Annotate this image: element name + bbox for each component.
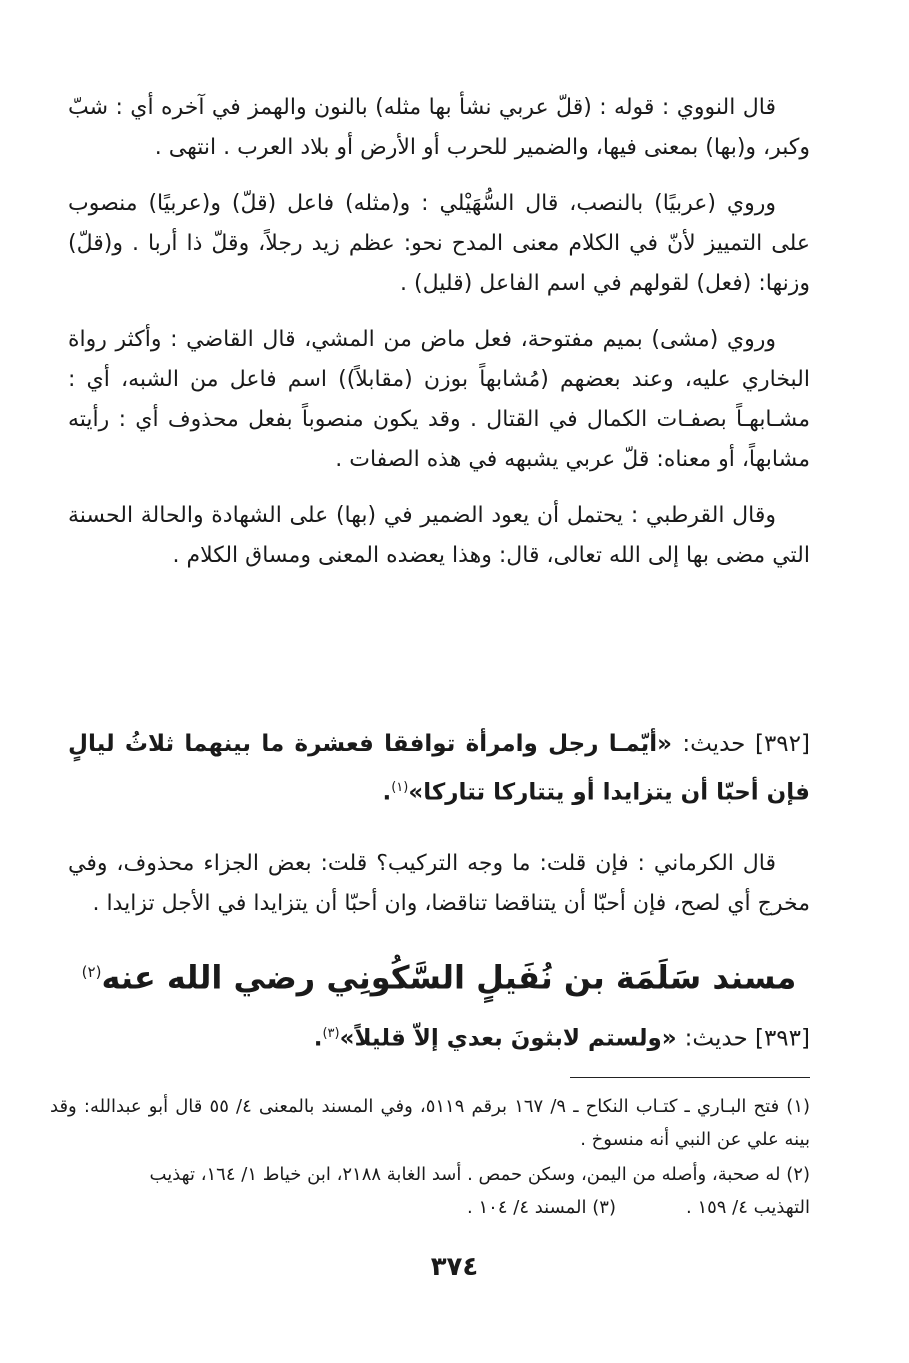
hadith-393-end: .: [313, 1025, 323, 1052]
hadith-392: [68, 722, 810, 815]
musnad-heading: [68, 947, 810, 1003]
footnote-1: (١) فتح البـاري ـ كتـاب النكاح ـ ٩/ ١٦٧ برقم ٥١١٩، وفي المسند بالمعنى ٤/ ٥٥ قال أبو عبدالله: وقد بينه علي عن النبي أنه منسوخ .: [50, 1096, 811, 1150]
footnote-divider: [570, 1077, 810, 1078]
footnote-2: (٢) له صحبة، وأصله من اليمن، وسكن حمص . أسد الغابة ٢١٨٨، ابن خياط ١/ ١٦٤، تهذيب: [149, 1164, 810, 1185]
footnote-3: (٣) المسند ٤/ ١٠٤ .: [467, 1197, 616, 1218]
kirmani-paragraph: قال الكرماني : فإن قلت: ما وجه التركيب؟ قلت: بعض الجزاء محذوف، وفي مخرج أي لصح، فإن أحبّا أن يتناقضا تناقضا، وان أحبّا أن يتزايدا في الأجل تزايدا .: [68, 851, 810, 916]
footnote-2-end: التهذيب ٤/ ١٥٩ .: [685, 1197, 810, 1218]
hadith-392-end: .: [382, 779, 392, 806]
kirmani-block: [68, 844, 810, 924]
page-number: ٣٧٤: [430, 1252, 479, 1282]
nawawi-paragraph: قال النووي : قوله : (قلّ عربي نشأ بها مثله) بالنون والهمز في آخره أي : شبّ وكبر، و(بها) بمعنى فيها، والضمير للحرب أو الأرض أو بلاد العرب . انتهى .: [68, 95, 810, 160]
hadith-393: [68, 1012, 810, 1061]
footnote-row: [50, 1191, 810, 1224]
hadith-392-footnote-ref: (١): [391, 780, 409, 795]
hadith-393-label: [٣٩٣] حديث:: [684, 1025, 810, 1052]
hadith-392-label: [٣٩٢] حديث:: [682, 731, 810, 757]
hadith-392-block: [68, 722, 810, 815]
suhayli-paragraph: وروي (عربيًا) بالنصب، قال السُّهَيْلي : و(مثله) فاعل (قلّ) و(عربيًا) منصوب على التمييز لأنّ في الكلام معنى المدح نحو: عظم زيد رجلاً، وقلّ ذا أربا . و(قلّ) وزنها: (فعل) لقولهم في اسم الفاعل (قليل) .: [68, 191, 810, 296]
qurtubi-paragraph: وقال القرطبي : يحتمل أن يعود الضمير في (بها) على الشهادة والحالة الحسنة التي مضى بها إلى الله تعالى، قال: وهذا يعضده المعنى ومساق الكلام .: [68, 503, 810, 568]
musnad-heading-text: مسند سَلَمَة بن نُفَيلٍ السَّكُونِي رضي الله عنه: [101, 958, 797, 997]
hadith-392-text: «أيّمـا رجل وامرأة توافقا فعشرة ما بينهما ثلاثُ ليالٍ فإن أحبّا أن يتزايدا أو يتتاركا تتاركا»: [68, 731, 810, 806]
hadith-393-block: [68, 1012, 810, 1061]
qadi-paragraph: وروي (مشى) بميم مفتوحة، فعل ماض من المشي، قال القاضي : وأكثر رواة البخاري عليه، وعند بعضهم (مُشابهاً بوزن (مقابلاً)) اسم فاعل من الشبه، أي : مشـابهـاً بصفـات الكمال في القتال . وقد يكون منصوباً بفعل محذوف أي : رأيته مشابهاً، أو معناه: قلّ عربي يشبهه في هذه الصفات .: [68, 327, 810, 472]
hadith-393-text: «ولستم لابثونَ بعدي إلاّ قليلاً»: [339, 1025, 677, 1052]
musnad-footnote-ref: (٢): [81, 963, 102, 981]
hadith-393-footnote-ref: (٣): [322, 1026, 340, 1041]
commentary-section: [68, 88, 810, 576]
footnotes: [50, 1090, 810, 1224]
